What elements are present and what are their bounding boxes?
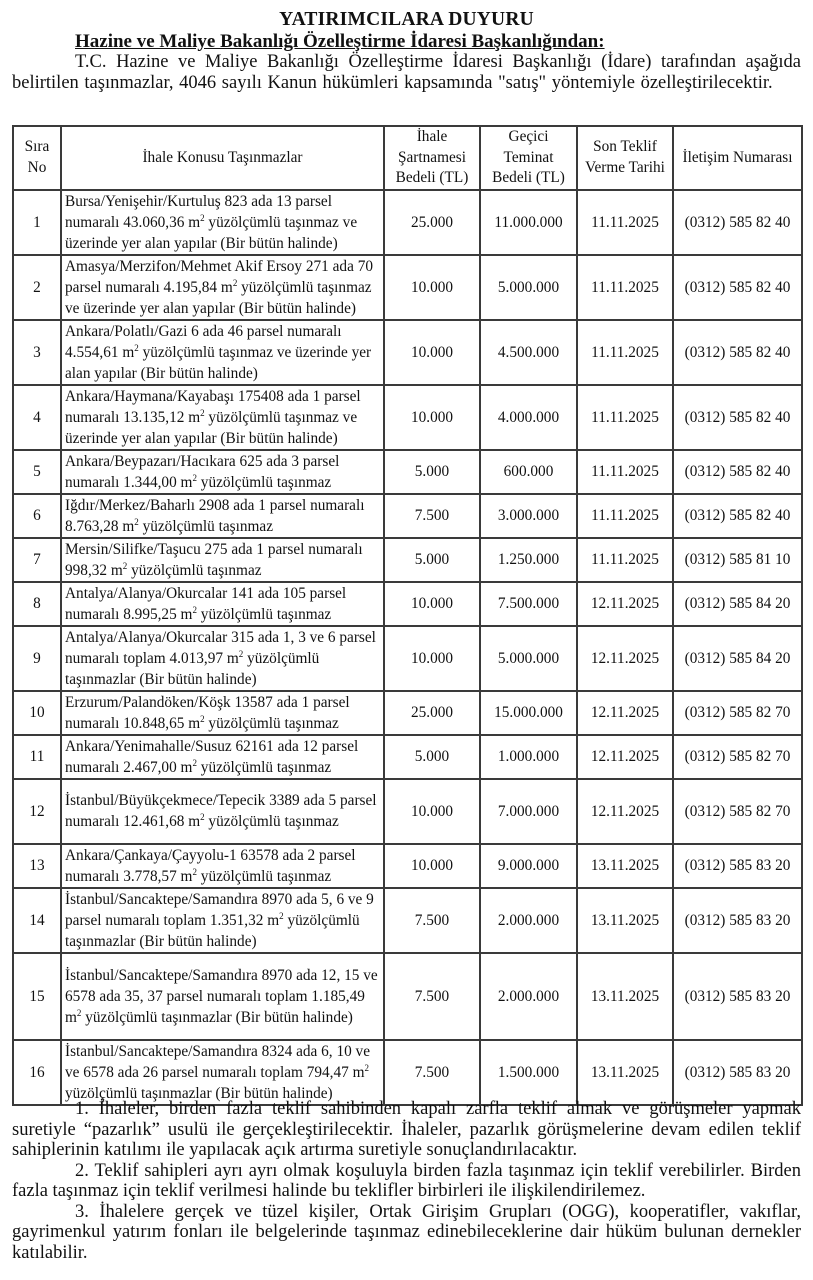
table-row (13, 1040, 802, 1105)
row-number: 11 (13, 735, 61, 779)
announcement-header (12, 8, 801, 93)
row-number: 6 (13, 494, 61, 538)
deposit-amount: 3.000.000 (480, 494, 577, 538)
table-row (13, 888, 802, 953)
description-text: Ankara/Çankaya/Çayyolu-1 63578 ada 2 parsel numaralı 3.778,57 m (65, 846, 356, 885)
description-text-cont: yüzölçümlü taşınmazlar (Bir bütün halinde) (65, 649, 320, 688)
area-unit-superscript: 2 (279, 910, 284, 921)
area-unit-superscript: 2 (200, 212, 205, 223)
deposit-amount: 2.000.000 (480, 888, 577, 953)
header-contact: İletişim Numarası (673, 126, 802, 190)
deposit-amount: 5.000.000 (480, 626, 577, 691)
deposit-amount: 4.500.000 (480, 320, 577, 385)
area-unit-superscript: 2 (122, 560, 128, 571)
deadline-date: 13.11.2025 (577, 844, 673, 888)
contact-phone: (0312) 585 82 40 (673, 190, 802, 255)
description-text-cont: yüzölçümlü taşınmaz ve üzerinde yer alan yapılar (Bir bütün halinde) (65, 408, 358, 447)
spec-fee: 10.000 (384, 582, 480, 626)
row-number: 14 (13, 888, 61, 953)
description-text-cont: yüzölçümlü taşınmazlar (Bir bütün halinde) (65, 911, 360, 950)
description-text-cont: yüzölçümlü taşınmaz ve üzerinde yer alan yapılar (Bir bütün halinde) (65, 343, 372, 382)
deadline-date: 12.11.2025 (577, 691, 673, 735)
deposit-amount: 1.000.000 (480, 735, 577, 779)
property-description (61, 538, 384, 582)
description-text: İstanbul/Sancaktepe/Samandıra 8970 ada 5, 6 ve 9 parsel numaralı toplam 1.351,32 m (65, 890, 374, 929)
area-unit-superscript: 2 (200, 713, 205, 724)
row-number: 3 (13, 320, 61, 385)
row-number: 1 (13, 190, 61, 255)
row-number: 12 (13, 779, 61, 844)
contact-phone: (0312) 585 82 70 (673, 735, 802, 779)
spec-fee: 7.500 (384, 494, 480, 538)
deadline-date: 12.11.2025 (577, 735, 673, 779)
property-description (61, 190, 384, 255)
property-description (61, 953, 384, 1040)
contact-phone: (0312) 585 83 20 (673, 1040, 802, 1105)
description-text: Antalya/Alanya/Okurcalar 141 ada 105 parsel numaralı 8.995,25 m (65, 584, 347, 623)
deposit-amount: 4.000.000 (480, 385, 577, 450)
table-row (13, 691, 802, 735)
page-title: YATIRIMCILARA DUYURU (279, 9, 534, 30)
deposit-amount: 5.000.000 (480, 255, 577, 320)
description-text-cont: yüzölçümlü taşınmaz (196, 473, 332, 491)
property-description (61, 320, 384, 385)
spec-fee: 7.500 (384, 1040, 480, 1105)
deposit-amount: 9.000.000 (480, 844, 577, 888)
intro-paragraph: T.C. Hazine ve Maliye Bakanlığı Özelleştirme İdaresi Başkanlığı (İdare) tarafından aşağıda belirtilen taşınmazlar, 4046 sayılı Kanun hükümleri kapsamında "satış" yöntemiyle özelleştirilecektir. (12, 52, 801, 93)
description-text: Mersin/Silifke/Taşucu 275 ada 1 parsel numaralı 998,32 m (65, 540, 363, 579)
row-number: 4 (13, 385, 61, 450)
deposit-amount: 1.250.000 (480, 538, 577, 582)
contact-phone: (0312) 585 82 40 (673, 450, 802, 494)
description-text-cont: yüzölçümlü taşınmaz (127, 561, 262, 579)
deadline-date: 12.11.2025 (577, 626, 673, 691)
contact-phone: (0312) 585 82 70 (673, 779, 802, 844)
deposit-amount: 1.500.000 (480, 1040, 577, 1105)
table-row (13, 190, 802, 255)
notes-section (12, 1099, 801, 1263)
area-unit-superscript: 2 (232, 277, 238, 288)
spec-fee: 25.000 (384, 190, 480, 255)
table-row (13, 626, 802, 691)
description-text-cont: yüzölçümlü taşınmaz ve üzerinde yer alan yapılar (Bir bütün halinde) (65, 278, 372, 317)
deadline-date: 11.11.2025 (577, 494, 673, 538)
table-row (13, 582, 802, 626)
spec-fee: 7.500 (384, 953, 480, 1040)
table-row (13, 385, 802, 450)
note-1: 1. İhaleler, birden fazla teklif sahibinden kapalı zarfla teklif almak ve görüşmeler yapmak suretiyle “pazarlık” usulü ile gerçekleştirilecektir. İhaleler, pazarlık görüşmelerine devam edilen teklif sahiplerinin katılımı ile yapılacak açık artırma suretiyle sonuçlandırılacaktır. (12, 1099, 801, 1160)
area-unit-superscript: 2 (192, 866, 197, 877)
area-unit-superscript: 2 (192, 472, 197, 483)
deposit-amount: 2.000.000 (480, 953, 577, 1040)
deadline-date: 11.11.2025 (577, 385, 673, 450)
contact-phone: (0312) 585 83 20 (673, 844, 802, 888)
table-row (13, 255, 802, 320)
description-text-cont: yüzölçümlü taşınmaz (196, 758, 332, 776)
description-text-cont: yüzölçümlü taşınmaz (196, 867, 332, 885)
property-description (61, 385, 384, 450)
table-row (13, 735, 802, 779)
property-description (61, 626, 384, 691)
contact-phone: (0312) 585 83 20 (673, 888, 802, 953)
table-row (13, 320, 802, 385)
deposit-amount: 7.500.000 (480, 582, 577, 626)
description-text-cont: yüzölçümlü taşınmaz (196, 605, 332, 623)
spec-fee: 25.000 (384, 691, 480, 735)
description-text: İstanbul/Sancaktepe/Samandıra 8970 ada 12, 15 ve 6578 ada 35, 37 parsel numaralı toplam 1.185,49 m (65, 966, 378, 1026)
property-description (61, 779, 384, 844)
area-unit-superscript: 2 (364, 1062, 369, 1073)
table-body (13, 190, 802, 1105)
header-spec-fee: İhale Şartnamesi Bedeli (TL) (384, 126, 480, 190)
area-unit-superscript: 2 (192, 604, 197, 615)
property-description (61, 1040, 384, 1105)
contact-phone: (0312) 585 82 40 (673, 385, 802, 450)
spec-fee: 10.000 (384, 255, 480, 320)
description-text: Bursa/Yenişehir/Kurtuluş 823 ada 13 parsel numaralı 43.060,36 m (65, 192, 332, 231)
spec-fee: 5.000 (384, 450, 480, 494)
spec-fee: 10.000 (384, 385, 480, 450)
contact-phone: (0312) 585 82 40 (673, 320, 802, 385)
spec-fee: 5.000 (384, 735, 480, 779)
tender-table (12, 125, 803, 1106)
area-unit-superscript: 2 (134, 342, 139, 353)
spec-fee: 7.500 (384, 888, 480, 953)
description-text-cont: yüzölçümlü taşınmaz ve üzerinde yer alan yapılar (Bir bütün halinde) (65, 213, 358, 252)
contact-phone: (0312) 585 83 20 (673, 953, 802, 1040)
spec-fee: 10.000 (384, 844, 480, 888)
description-text-cont: yüzölçümlü taşınmaz (204, 813, 339, 830)
deadline-date: 11.11.2025 (577, 538, 673, 582)
description-text-cont: yüzölçümlü taşınmaz (204, 714, 339, 732)
header-deposit: Geçici Teminat Bedeli (TL) (480, 126, 577, 190)
area-unit-superscript: 2 (200, 812, 205, 822)
description-text-cont: yüzölçümlü taşınmazlar (Bir bütün halinde) (81, 1008, 353, 1026)
description-text: Iğdır/Merkez/Baharlı 2908 ada 1 parsel numaralı 8.763,28 m (65, 496, 365, 535)
spec-fee: 10.000 (384, 779, 480, 844)
row-number: 2 (13, 255, 61, 320)
property-description (61, 582, 384, 626)
row-number: 8 (13, 582, 61, 626)
description-text: Ankara/Haymana/Kayabaşı 175408 ada 1 parsel numaralı 13.135,12 m (65, 387, 361, 426)
deadline-date: 13.11.2025 (577, 953, 673, 1040)
deposit-amount: 15.000.000 (480, 691, 577, 735)
row-number: 10 (13, 691, 61, 735)
deposit-amount: 7.000.000 (480, 779, 577, 844)
header-deadline: Son Teklif Verme Tarihi (577, 126, 673, 190)
contact-phone: (0312) 585 84 20 (673, 582, 802, 626)
property-description (61, 450, 384, 494)
property-description (61, 494, 384, 538)
property-description (61, 735, 384, 779)
note-2: 2. Teklif sahipleri ayrı ayrı olmak koşuluyla birden fazla taşınmaz için teklif verebilirler. Birden fazla taşınmaz için teklif verilmesi halinde bu teklifler birbirleri ile ilişkilendirilemez. (12, 1160, 801, 1201)
deadline-date: 11.11.2025 (577, 320, 673, 385)
deadline-date: 12.11.2025 (577, 582, 673, 626)
spec-fee: 10.000 (384, 320, 480, 385)
property-description (61, 255, 384, 320)
contact-phone: (0312) 585 81 10 (673, 538, 802, 582)
row-number: 9 (13, 626, 61, 691)
description-text: İstanbul/Büyükçekmece/Tepecik 3389 ada 5 parsel numaralı 12.461,68 m (65, 792, 377, 830)
contact-phone: (0312) 585 82 40 (673, 494, 802, 538)
header-description: İhale Konusu Taşınmazlar (61, 126, 384, 190)
row-number: 16 (13, 1040, 61, 1105)
deadline-date: 11.11.2025 (577, 190, 673, 255)
row-number: 15 (13, 953, 61, 1040)
description-text-cont: yüzölçümlü taşınmazlar (Bir bütün halinde) (65, 1084, 333, 1102)
table-row (13, 779, 802, 844)
area-unit-superscript: 2 (238, 648, 244, 659)
spec-fee: 10.000 (384, 626, 480, 691)
deadline-date: 12.11.2025 (577, 779, 673, 844)
description-text: Ankara/Beypazarı/Hacıkara 625 ada 3 parsel numaralı 1.344,00 m (65, 452, 340, 491)
contact-phone: (0312) 585 82 70 (673, 691, 802, 735)
table-row (13, 953, 802, 1040)
header-no: Sıra No (13, 126, 61, 190)
property-description (61, 691, 384, 735)
table-row (13, 494, 802, 538)
deadline-date: 11.11.2025 (577, 450, 673, 494)
deposit-amount: 11.000.000 (480, 190, 577, 255)
deposit-amount: 600.000 (480, 450, 577, 494)
row-number: 13 (13, 844, 61, 888)
row-number: 5 (13, 450, 61, 494)
property-description (61, 888, 384, 953)
description-text: Antalya/Alanya/Okurcalar 315 ada 1, 3 ve 6 parsel numaralı toplam 4.013,97 m (65, 628, 376, 667)
deadline-date: 13.11.2025 (577, 1040, 673, 1105)
contact-phone: (0312) 585 82 40 (673, 255, 802, 320)
area-unit-superscript: 2 (200, 407, 205, 418)
table-row (13, 450, 802, 494)
note-3: 3. İhalelere gerçek ve tüzel kişiler, Ortak Girişim Grupları (OGG), kooperatifler, vakıflar, gayrimenkul yatırım fonları ile belgelerinde taşınmaz edinebileceklerine dair hüküm bulunan dernekler katılabilir. (12, 1201, 801, 1263)
description-text-cont: yüzölçümlü taşınmaz (138, 517, 274, 535)
property-description (61, 844, 384, 888)
table-row (13, 844, 802, 888)
contact-phone: (0312) 585 84 20 (673, 626, 802, 691)
description-text: İstanbul/Sancaktepe/Samandıra 8324 ada 6, 10 ve ve 6578 ada 26 parsel numaralı toplam 794,47 m (65, 1042, 370, 1081)
description-text: Ankara/Polatlı/Gazi 6 ada 46 parsel numaralı 4.554,61 m (65, 322, 342, 361)
area-unit-superscript: 2 (76, 1007, 82, 1018)
table-row (13, 538, 802, 582)
deadline-date: 11.11.2025 (577, 255, 673, 320)
description-text: Amasya/Merzifon/Mehmet Akif Ersoy 271 ada 70 parsel numaralı 4.195,84 m (65, 257, 373, 296)
spec-fee: 5.000 (384, 538, 480, 582)
area-unit-superscript: 2 (192, 757, 197, 768)
deadline-date: 13.11.2025 (577, 888, 673, 953)
description-text: Erzurum/Palandöken/Köşk 13587 ada 1 parsel numaralı 10.848,65 m (65, 693, 350, 732)
description-text: Ankara/Yenimahalle/Susuz 62161 ada 12 parsel numaralı 2.467,00 m (65, 737, 359, 776)
table-header-row (13, 126, 802, 190)
row-number: 7 (13, 538, 61, 582)
issuer-heading: Hazine ve Maliye Bakanlığı Özelleştirme İdaresi Başkanlığından: (75, 31, 605, 52)
area-unit-superscript: 2 (134, 516, 139, 527)
